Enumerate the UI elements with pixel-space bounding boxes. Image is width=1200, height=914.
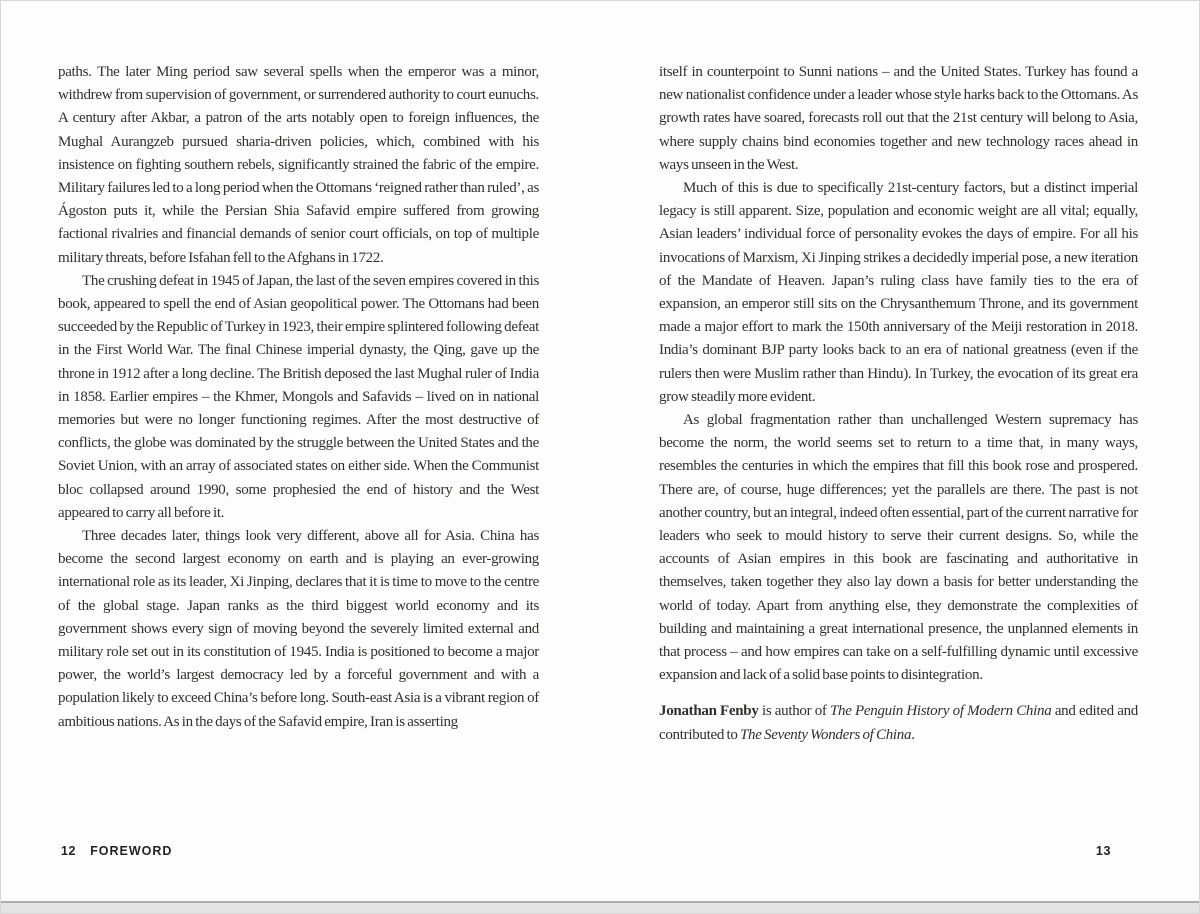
- paragraph: The crushing defeat in 1945 of Japan, the last of the seven empires covered in this book, appeared to spell the end of Asian geopolitical power. The Ottomans had been succeeded by the Republic of Turkey in 1923, their empire splintered following defeat in the First World War. The final Chinese imperial dynasty, the Qing, gave up the throne in 1912 after a long decline. The British deposed the last Mughal ruler of India in 1858. Earlier empires – the Khmer, Mongols and Safavids – lived on in national memories but were no longer functioning regimes. After the most destructive of conflicts, the globe was dominated by the struggle between the United States and the Soviet Union, with an array of associated states on either side. When the Communist bloc collapsed around 1990, some prophesied the end of history and the West appeared to carry all before it.: [58, 272, 539, 521]
- paragraph: itself in counterpoint to Sunni nations – and the United States. Turkey has found a new nationalist confidence under a leader whose style harks back to the Ottomans. As growth rates have soared, forecasts roll out that the 21st century will belong to Asia, where supply chains bind economies together and new technology races ahead in ways unseen in the West.: [659, 64, 1138, 173]
- page-left: [1, 1, 601, 914]
- right-text-column: [659, 61, 1138, 747]
- paragraph: paths. The later Ming period saw several spells when the emperor was a minor, withdrew from supervision of government, or surrendered authority to court eunuchs. A century after Akbar, a patron of the arts notably open to foreign influences, the Mughal Aurangzeb pursued sharia-driven policies, which, combined with his insistence on fighting southern rebels, significantly strained the fabric of the empire. Military failures led to a long period when the Ottomans ‘reigned rather than ruled’, as Ágoston puts it, while the Persian Shia Safavid empire suffered from growing factional rivalries and financial demands of senior court officials, on top of multiple military threats, before Isfahan fell to the Afghans in 1722.: [58, 64, 539, 266]
- bio-text: .: [911, 726, 915, 743]
- page-number: 13: [1095, 844, 1111, 858]
- left-text-column: [58, 61, 539, 734]
- bio-text: is author of: [758, 703, 831, 720]
- author-name: Jonathan Fenby: [659, 703, 759, 720]
- bio-text: and edited and contributed to: [659, 703, 1139, 743]
- paragraph: Three decades later, things look very different, above all for Asia. China has become the second largest economy on earth and is playing an ever-growing international role as its leader, Xi Jinping, declares that it is time to move to the centre of the global stage. Japan ranks as the third biggest world economy and its government shows every sign of moving beyond the severely limited external and military role set out in its constitution of 1945. India is positioned to become a major power, the world’s largest democracy led by a forceful government and with a population likely to exceed China’s before long. South-east Asia is a vibrant region of ambitious nations. As in the days of the Safavid empire, Iran is asserting: [58, 528, 539, 730]
- book-title: The Penguin History of Modern China: [830, 703, 1052, 720]
- page-number: 12: [61, 844, 77, 858]
- right-page-footer: [1096, 844, 1111, 858]
- paragraph: Much of this is due to specifically 21st-century factors, but a distinct imperial legacy is still apparent. Size, population and economic weight are all vital; equally, Asian leaders’ individual force of personality evokes the days of empire. For all his invocations of Marxism, Xi Jinping strikes a decidedly imperial pose, a new iteration of the Mandate of Heaven. Japan’s ruling class have family ties to the era of expansion, an emperor still sits on the Chrysanthemum Throne, and its government made a major effort to mark the 150th anniversary of the Meiji restoration in 2018. India’s dominant BJP party looks back to an era of national greatness (even if the rulers then were Muslim rather than Hindu). In Turkey, the evocation of its great era grow steadily more evident.: [659, 180, 1138, 405]
- left-page-footer: [61, 844, 172, 858]
- book-title: The Seventy Wonders of China: [739, 726, 912, 743]
- running-header: FOREWORD: [90, 844, 173, 858]
- author-bio: [659, 700, 1138, 746]
- page-right: [601, 1, 1200, 914]
- page-bottom-edge: [1, 901, 1199, 913]
- paragraph: As global fragmentation rather than unchallenged Western supremacy has become the norm, the world seems set to return to a time that, in many ways, resembles the centuries in which the empires that fill this book rose and prospered. There are, of course, huge differences; yet the parallels are there. The past is not another country, but an integral, indeed often essential, part of the current narrative for leaders who seek to mould history to serve their current designs. So, while the accounts of Asian empires in this book are fascinating and authoritative in themselves, taken together they also lay down a basis for better understanding the world of today. Apart from anything else, they demonstrate the complexities of building and maintaining a great international presence, the unplanned elements in that process – and how empires can take on a self-fulfilling dynamic until excessive expansion and lack of a solid base points to disintegration.: [659, 412, 1138, 684]
